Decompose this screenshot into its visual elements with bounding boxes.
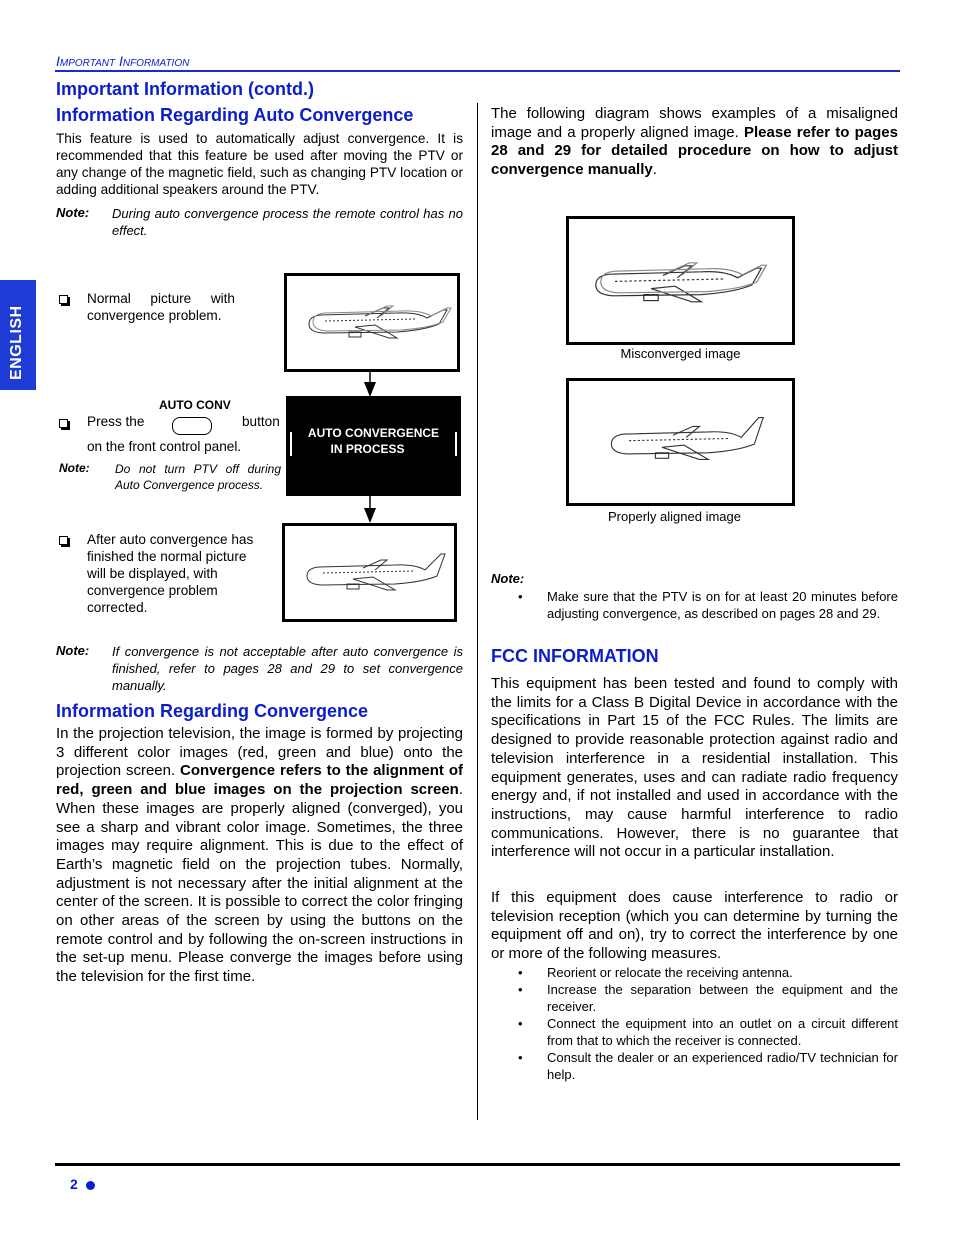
bullet-dot-icon [86,1181,95,1190]
aligned-caption: Properly aligned image [608,509,741,524]
note-label: Note: [56,643,90,658]
aligned-image-frame [566,378,795,506]
diagram-intro-bold: Please refer to pages 28 and 29 for detailed procedure on how to adjust convergence manually [491,123,898,179]
down-arrow-icon [363,496,377,524]
list-item: • Reorient or relocate the receiving antenna. [491,964,898,981]
in-process-message [286,425,461,457]
checkbox-bullet-icon [59,536,68,545]
diagram-intro-1: The following diagram shows examples of a misaligned image and a properly aligned image. [491,105,898,141]
in-process-line1: AUTO CONVERGENCE [307,426,440,440]
fcc-heading: FCC INFORMATION [491,646,659,666]
convergence-text-bold: Convergence refers to the alignment of red, green and blue images on the projection screen [56,762,463,799]
airplane-aligned-icon [569,381,792,503]
convergence-text-2: . When these images are properly aligned (converged), you see a sharp and vibrant color image. Sometimes, the three images may require alignment. This is due to the effect of Earth’s magnetic field on the projection tubes. Normally, adjustment is not necessary after the initial alignment at the center of the screen. It is possible to correct the color fringing on other areas of the screen by using the buttons on the remote control and by following the on-screen instructions in the set-up menu. Please converge the images before using the television for the first time. [56,781,463,986]
auto-conv-button-label: AUTO CONV [159,398,231,412]
airplane-aligned-icon [285,526,454,619]
page-title: Important Information (contd.) [56,79,314,99]
warmup-note-list [491,588,898,622]
convergence-text-1: In the projection television, the image is formed by projecting 3 different color images (red, green and blue) onto the projection screen. [56,725,463,780]
fcc-paragraph-1: This equipment has been tested and found to comply with the limits for a Class B Digital Device in accordance with the specifications in Part 15 of the FCC Rules. The limits are designed to provide reasonable protection against radio and television interference in a residential installation. This equipment generates, uses and can radiate radio frequency energy and, if not installed and used in accordance with the instructions, may cause harmful interference to radio communications. However, there is no guarantee that interference will not occur in a particular installation. [491,675,898,861]
column-divider [477,103,478,1120]
step-corrected-picture: After auto convergence has finished the normal picture will be displayed, with convergence problem corrected. [87,532,254,615]
checkbox-bullet-icon [59,295,68,304]
tv-screen-corrected [282,523,457,622]
list-item: • Connect the equipment into an outlet on a circuit different from that to which the receiver is connected. [491,1015,898,1049]
language-tab-label: ENGLISH [8,305,25,380]
running-header: Important Information [56,53,190,69]
step-press-text: Press the [87,414,145,429]
list-item: • Consult the dealer or an experienced radio/TV technician for help. [491,1049,898,1083]
down-arrow-icon [363,372,377,398]
auto-convergence-heading: Information Regarding Auto Convergence [56,105,414,125]
header-rule [55,70,900,72]
list-item: • Increase the separation between the equipment and the receiver. [491,981,898,1015]
misconverged-caption: Misconverged image [620,346,741,361]
diagram-intro [491,105,898,180]
note-label: Note: [56,205,90,220]
convergence-heading: Information Regarding Convergence [56,701,369,721]
airplane-misconverged-icon [569,219,792,342]
manual-convergence-note: If convergence is not acceptable after auto convergence is finished, refer to pages 28 and 29 to set convergence manually. [112,644,463,693]
footer-rule [55,1163,900,1166]
fcc-paragraph-2: If this equipment does cause interference to radio or television reception (which you can determine by turning the equipment off and on), try to correct the interference by one or more of the following measures. [491,889,898,963]
step-button-text: button [242,414,280,429]
language-tab [0,280,36,390]
tv-screen-misconverged [284,273,460,372]
note-label: Note: [491,571,525,586]
remote-note: During auto convergence process the remote control has no effect. [112,206,463,238]
diagram-intro-2: . [652,161,657,179]
tv-screen-in-process [286,396,461,496]
misconverged-image-frame [566,216,795,345]
page-number-value: 2 [70,1176,78,1192]
step-front-panel-text: on the front control panel. [87,439,242,454]
checkbox-bullet-icon [59,419,68,428]
list-item: • Make sure that the PTV is on for at least 20 minutes before adjusting convergence, as described on pages 28 and 29. [491,588,898,622]
power-off-note: Do not turn PTV off during Auto Convergence process. [115,462,281,492]
auto-conv-button[interactable] [172,417,212,435]
note-label: Note: [59,461,90,475]
auto-convergence-intro: This feature is used to automatically adjust convergence. It is recommended that this feature be used after moving the PTV or any change of the magnetic field, such as changing PTV location or adding additional speakers around the PTV. [56,131,463,197]
convergence-body [56,725,463,987]
step-normal-picture: Normal picture with convergence problem. [87,291,235,323]
page-number [70,1176,95,1192]
airplane-misconverged-icon [287,276,457,369]
in-process-line2: IN PROCESS [330,442,405,456]
fcc-measures-list [491,964,898,1083]
